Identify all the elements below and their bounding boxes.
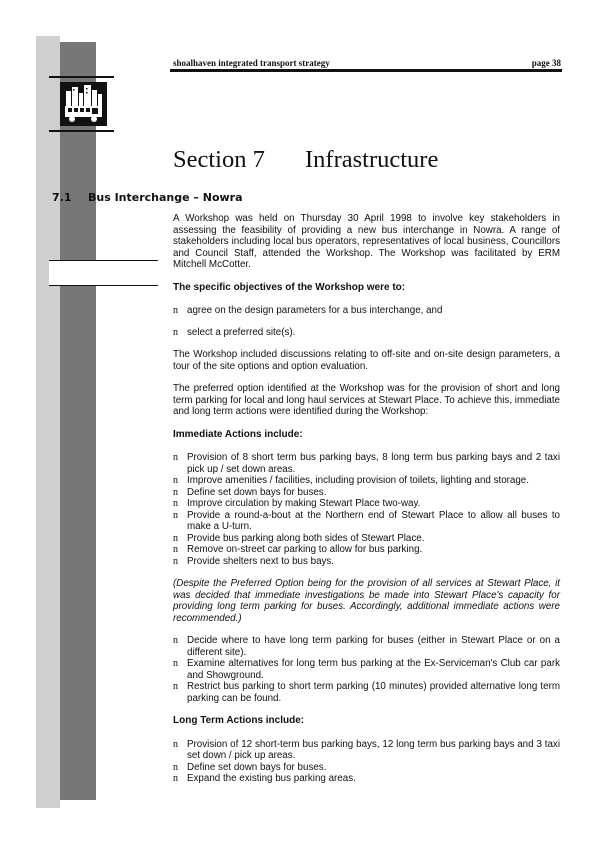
list-item: n Decide where to have long term parking for buses (either in Stewart Place or on a different site).: [173, 635, 560, 658]
list-item: n Provide shelters next to bus bays.: [173, 555, 335, 567]
subsection-title: Bus Interchange – Nowra: [88, 191, 243, 204]
bullet-icon: n: [173, 475, 178, 486]
list-item: n agree on the design parameters for a bus interchange, and: [173, 305, 443, 316]
bullet-icon: n: [173, 773, 178, 784]
list-item: n Provide a round-a-bout at the Northern end of Stewart Place to allow all buses to make a U-turn.: [173, 509, 560, 532]
bullet-icon: n: [173, 452, 178, 463]
bullet-icon: n: [173, 532, 178, 544]
list-item: n Provide bus parking along both sides of Stewart Place.: [173, 532, 425, 544]
bullet-icon: n: [173, 544, 178, 555]
bullet-icon: n: [173, 305, 178, 316]
bullet-icon: n: [173, 498, 178, 509]
bullet-icon: n: [173, 658, 178, 669]
margin-band-light: [36, 36, 60, 808]
long-term-actions-list: [173, 739, 560, 785]
discussions-paragraph: The Workshop included discussions relating to off-site and on-site design parameters, a tour of the site options and option evaluation.: [173, 349, 560, 372]
immediate-actions-list: [173, 452, 560, 567]
section-name: Infrastructure: [305, 146, 439, 173]
list-item: n Provision of 12 short-term bus parking bays, 12 long term bus parking bays and 3 taxi set down / pick up areas.: [173, 738, 560, 761]
logo-rule-top: [49, 76, 114, 78]
margin-white-box: [49, 261, 158, 285]
subsection-number: 7.1: [52, 191, 72, 204]
additional-actions-list: [173, 635, 560, 704]
bullet-icon: n: [173, 326, 178, 338]
body-content: [173, 213, 560, 796]
long-term-actions-heading: Long Term Actions include:: [173, 715, 305, 726]
objectives-list: [173, 305, 560, 338]
logo-rule-bottom: [49, 130, 114, 132]
list-item: n Expand the existing bus parking areas.: [173, 773, 356, 784]
margin-band-dark: [60, 42, 96, 800]
list-item: n Define set down bays for buses.: [173, 486, 327, 498]
list-item: n Restrict bus parking to short term parking (10 minutes) provided alternative long term parking can be found.: [173, 681, 560, 704]
page-number: page 38: [531, 58, 561, 68]
section-title: [173, 146, 438, 174]
subsection-heading: [52, 191, 243, 204]
objectives-heading: The specific objectives of the Workshop were to:: [173, 281, 406, 293]
bullet-icon: n: [173, 486, 178, 498]
bullet-icon: n: [173, 738, 178, 750]
list-item: n Remove on-street car parking to allow for bus parking.: [173, 544, 423, 555]
bullet-icon: n: [173, 761, 178, 773]
margin-box-rule-bottom: [49, 285, 158, 286]
preferred-option-paragraph: The preferred option identified at the Workshop was for the provision of short and long term parking for local and long haul services at Stewart Place. To achieve this, immediate and long term actions were identified during the Workshop:: [173, 383, 560, 417]
list-item: n Define set down bays for buses.: [173, 761, 327, 773]
margin-box-rule-top: [49, 260, 158, 261]
list-item: n select a preferred site(s).: [173, 326, 296, 338]
bullet-icon: n: [173, 635, 178, 646]
header-rule: [170, 69, 562, 72]
running-header-title: shoalhaven integrated transport strategy: [173, 58, 330, 68]
bullet-icon: n: [173, 681, 178, 692]
bus-city-logo-icon: [60, 82, 107, 126]
bullet-icon: n: [173, 509, 178, 521]
intro-paragraph: A Workshop was held on Thursday 30 April 1998 to involve key stakeholders in assessing the feasibility of providing a new bus interchange in Nowra. A range of stakeholders including local bus operators, representatives of local business, Councillors and Council Staff, attended the Workshop. The Workshop was facilitated by ERM Mitchell McCotter.: [173, 213, 560, 270]
list-item: n Improve circulation by making Stewart Place two-way.: [173, 498, 421, 509]
section-label: Section 7: [173, 146, 265, 173]
list-item: n Provision of 8 short term bus parking bays, 8 long term bus parking bays and 2 taxi pick up / set down areas.: [173, 452, 560, 475]
list-item: n Improve amenities / facilities, including provision of toilets, lighting and storage.: [173, 475, 529, 486]
list-item: n Examine alternatives for long term bus parking at the Ex-Serviceman's Club car park and Showground.: [173, 658, 560, 681]
preferred-option-note: (Despite the Preferred Option being for the provision of all services at Stewart Place, it was decided that immediate investigations be made into Stewart Place's capacity for providing long term parking for buses. Accordingly, additional immediate actions were recommended.): [173, 578, 560, 624]
immediate-actions-heading: Immediate Actions include:: [173, 428, 303, 440]
bullet-icon: n: [173, 555, 178, 567]
